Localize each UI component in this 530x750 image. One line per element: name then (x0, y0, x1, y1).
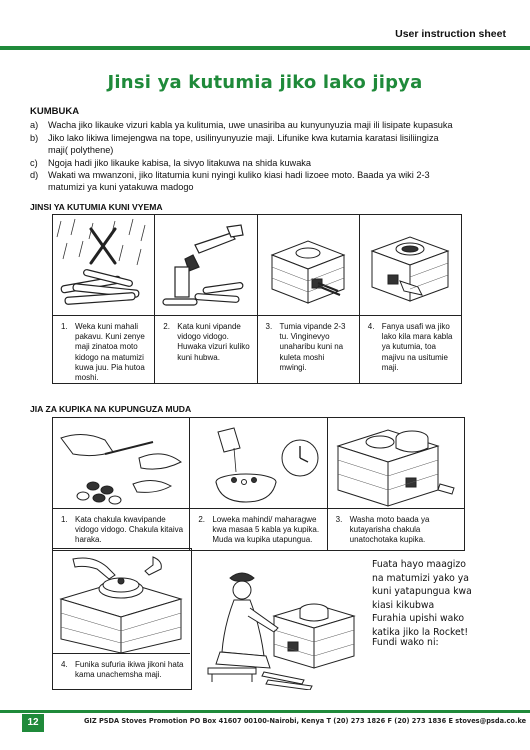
step-card (155, 215, 257, 383)
kumbuka-section (30, 106, 510, 194)
closing-line: kuni yatapungua kwa (372, 586, 472, 598)
item-text: Wakati wa mwanzoni, jiko litatumia kuni nyingi kuliko kiasi hadi lizoee moto. Baada ya wiki 2-3 (48, 170, 430, 181)
step-card (328, 418, 464, 550)
step-caption (336, 515, 458, 546)
section2-row1 (52, 417, 465, 551)
step-caption (61, 660, 184, 680)
item-letter: b) (30, 132, 39, 143)
step-text: Loweka mahindi/ maharagwe kwa masaa 5 kabla ya kupika. Muda wa kupika utapungua. (212, 515, 320, 545)
stove-firewood-illustration (258, 215, 359, 316)
section1-grid (52, 214, 462, 384)
step-text: Fanya usafi wa jiko lako kila mara kabla ya kutumia, toa majivu na usitumie maji. (381, 322, 453, 372)
soaking-beans-illustration (190, 418, 326, 509)
step-number: 1. (61, 322, 68, 331)
step-card (258, 215, 360, 383)
sheet-label: User instruction sheet (395, 28, 506, 40)
list-item (30, 181, 510, 193)
item-letter (30, 181, 48, 193)
item-text: matumizi ya kuni yatakuwa madogo (48, 182, 194, 193)
step-caption (61, 322, 148, 383)
step-text: Washa moto baada ya kutayarisha chakula unatochotaka kupika. (349, 515, 430, 545)
closing-line: Furahia upishi wako (372, 613, 465, 625)
step-number: 4. (61, 660, 68, 669)
fundi-label: Fundi wako ni: (372, 637, 439, 648)
footer-rule (0, 710, 530, 713)
item-letter: c) (30, 157, 38, 168)
step-card (360, 215, 461, 383)
step-caption (266, 322, 353, 373)
step-card (53, 418, 190, 550)
step-text: Tumia vipande 2-3 tu. Vinginevyo unaharibu kuni na kuleta moshi mwingi. (279, 322, 346, 372)
header-rule (0, 46, 530, 50)
list-item (30, 169, 510, 181)
cleaning-stove-illustration (360, 215, 461, 316)
section2-title: JIA ZA KUPIKA NA KUPUNGUZA MUDA (30, 404, 192, 414)
step-card (53, 215, 155, 383)
step-caption (368, 322, 455, 373)
item-text: Jiko lako likiwa limejengwa na tope, usilinyunyuzie maji. Lifunike kwa kutamia karatasi lisiliingiza (48, 132, 439, 143)
step-number: 3. (335, 515, 343, 524)
step-caption (163, 322, 250, 363)
closing-line: Fuata hayo maagizo (372, 559, 466, 570)
list-item (30, 157, 510, 169)
item-text: Ngoja hadi jiko likauke kabisa, la sivyo litakuwa na shida kuwaka (48, 157, 312, 168)
step-text: Kata chakula kwavipande vidogo vidogo. Chakula kitaiva haraka. (75, 515, 184, 545)
step-text: Funika sufuria ikiwa jikoni hata kama unachemsha maji. (75, 660, 184, 680)
covering-pot-illustration (53, 549, 190, 654)
page-number: 12 (22, 714, 44, 732)
step-text: Kata kuni vipande vidogo vidogo. Huwaka vizuri kuliko kuni hubwa. (177, 322, 250, 362)
step-card (190, 418, 327, 550)
step-text: Weka kuni mahali pakavu. Kuni zenye maji zinatoa moto kidogo na matumizi kuwa juu. Pia hutoa moshi. (75, 322, 145, 383)
closing-line: na matumizi yako ya (372, 572, 469, 584)
step-card (53, 549, 190, 689)
list-item (30, 119, 510, 131)
step-number: 3. (265, 322, 273, 331)
footer-contact: GIZ PSDA Stoves Promotion PO Box 41607 00100-Nairobi, Kenya T (20) 273 1826 F (20) 273 1836 E stoves@psda.co.ke (84, 717, 527, 725)
item-letter: d) (30, 170, 39, 181)
step-number: 2. (163, 322, 170, 331)
item-letter: a) (30, 120, 39, 131)
dry-firewood-illustration (53, 215, 154, 316)
closing-line: katika jiko la Rocket! (372, 626, 469, 638)
cutting-food-illustration (53, 418, 189, 509)
item-letter (30, 144, 48, 156)
step-caption (61, 515, 183, 546)
closing-line: kiasi kikubwa (372, 599, 435, 611)
step-number: 4. (367, 322, 375, 331)
closing-message (372, 558, 512, 640)
list-item (30, 132, 510, 144)
woman-cooking-illustration (204, 556, 360, 690)
step-number: 2. (198, 515, 205, 524)
page-title: Jinsi ya kutumia jiko lako jipya (107, 72, 423, 93)
step-caption (198, 515, 320, 546)
lighting-fire-illustration (328, 418, 464, 509)
section1-title: JINSI YA KUTUMIA KUNI VYEMA (30, 202, 163, 212)
item-text: maji( polythene) (48, 145, 114, 156)
step-number: 1. (61, 515, 68, 524)
section2-row2 (52, 548, 192, 690)
item-text: Wacha jiko likauke vizuri kabla ya kulitumia, uwe unasiriba au kunyunyuzia maji ili lisipate kupasuka (48, 120, 453, 131)
chopping-wood-illustration (155, 215, 256, 316)
list-item (30, 144, 510, 156)
kumbuka-heading: KUMBUKA (30, 106, 80, 117)
